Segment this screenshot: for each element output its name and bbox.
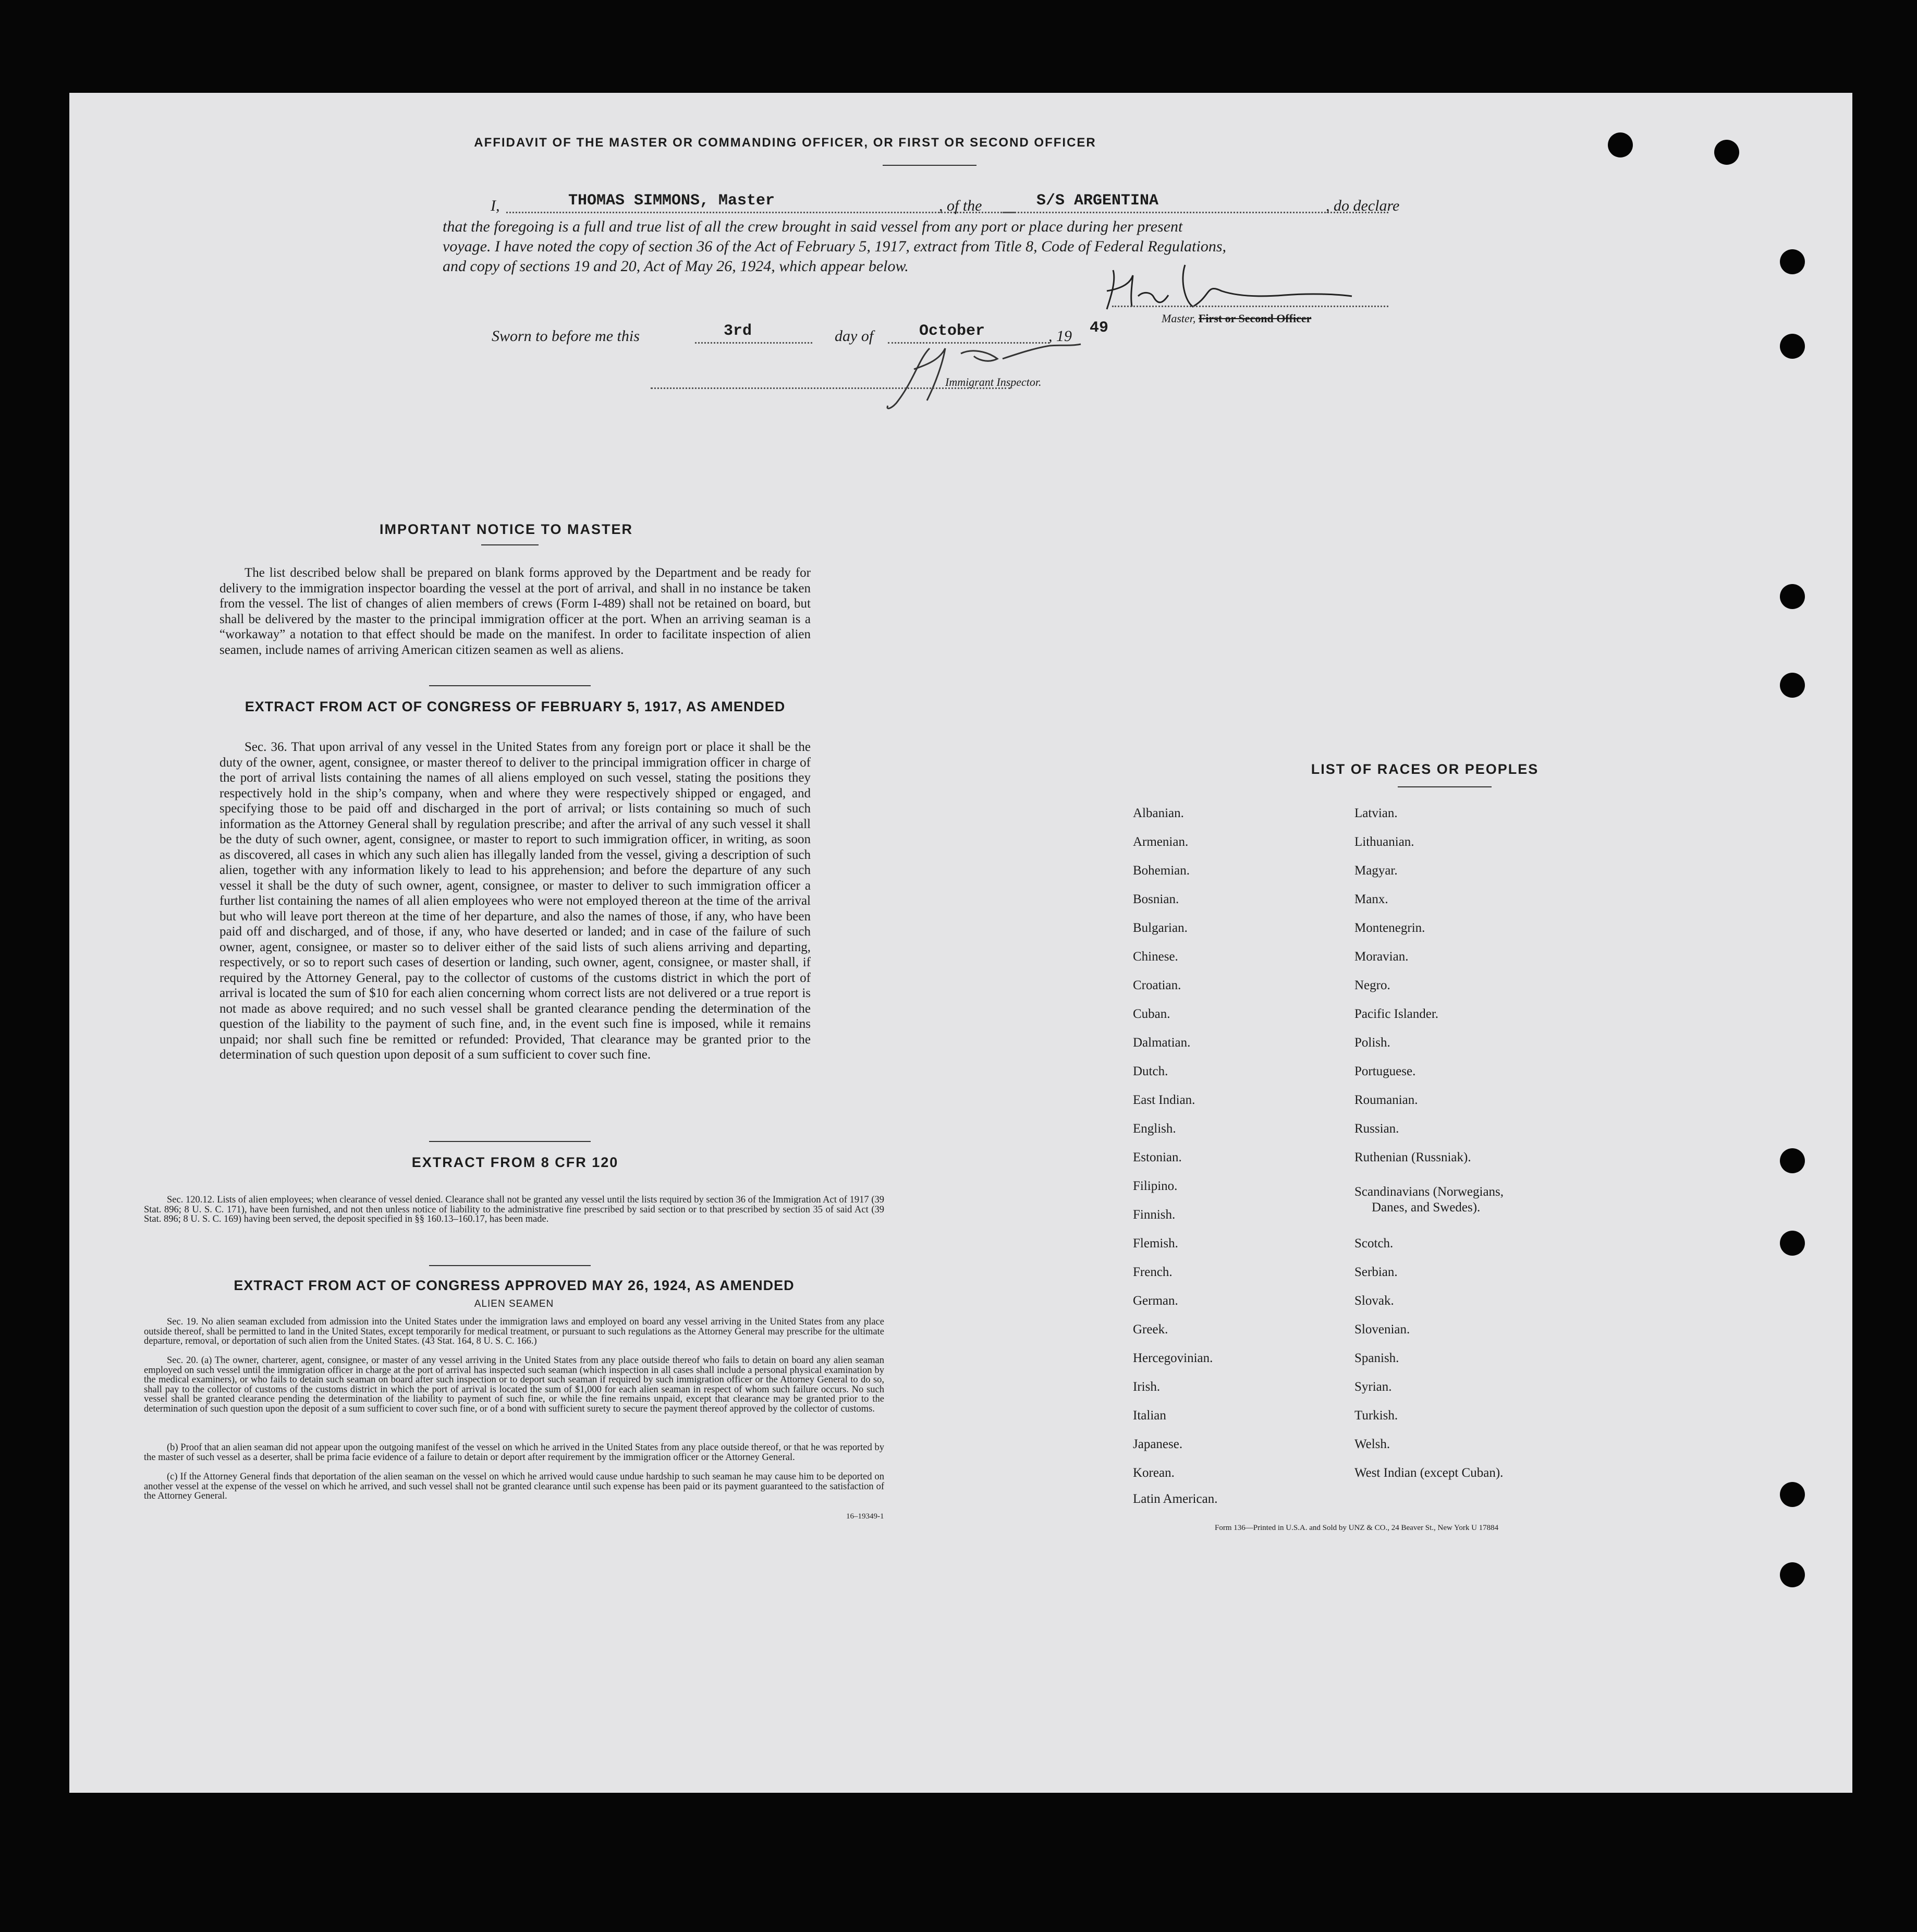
punch-hole [1780, 1231, 1805, 1256]
race-item: Filipino. [1133, 1179, 1178, 1193]
sworn-month: October [919, 322, 985, 340]
officer-name: THOMAS SIMMONS, Master [568, 192, 775, 210]
extract-1924-heading: EXTRACT FROM ACT OF CONGRESS APPROVED MAY 26, 1924, AS AMENDED [234, 1278, 795, 1293]
day-line [695, 342, 812, 344]
extract-1917-heading: EXTRACT FROM ACT OF CONGRESS OF FEBRUARY 5, 1917, AS AMENDED [245, 699, 786, 714]
race-item: Montenegrin. [1354, 921, 1425, 935]
punch-hole [1780, 1148, 1805, 1173]
declaration-line-2: voyage. I have noted the copy of section 36 of the Act of February 5, 1917, extract from Title 8, Code of Federal Regulations, [443, 238, 1227, 255]
extract-1924-sec20a: Sec. 20. (a) The owner, charterer, agent, consignee, or master of any vessel arriving in the United States from any place outside thereof who fails to detain on board any alien seaman employed on such vessel until the immigration officer in charge at the port of arrival has inspected such seaman (which inspection in all cases shall include a personal physical examination by the medical examiners), or who fails to detain such seaman on board after such inspection or to deport such seaman if required by such immigration officer or the Attorney General to do so, shall pay to the collector of customs of the customs district in which the port of arrival is located the sum of $1,000 for each alien seaman in respect of whom such failure occurs. No such vessel shall be granted clearance pending the determination of the liability to payment of such fine, or while the fine remains unpaid, except that clearance may be granted prior to the determination of such question upon the deposit of a sum sufficient to cover such fine, or of a bond with sufficient surety to secure the payment thereof approved by the collector of customs. [144, 1355, 884, 1414]
sworn-prefix: Sworn to before me this [492, 327, 640, 345]
do-declare-text: , do declare [1326, 197, 1400, 214]
race-item: Negro. [1354, 978, 1390, 992]
declaration-line-1: that the foregoing is a full and true list of all the crew brought in said vessel from any port or place during her present [443, 218, 1183, 235]
race-item: Flemish. [1133, 1236, 1178, 1250]
extract-1924-subheading: ALIEN SEAMEN [474, 1298, 554, 1309]
sworn-day: 3rd [724, 322, 752, 340]
race-item: West Indian (except Cuban). [1354, 1466, 1504, 1480]
extract-1924-sec20b: (b) Proof that an alien seaman did not appear upon the outgoing manifest of the vessel on which he arrived in the United States from any place outside thereof, or that he was reported by the master of such vessel as a deserter, shall be prima facie evidence of a failure to detain or deport after requirement by the immigration officer or the Attorney General. [144, 1442, 884, 1463]
race-item: Moravian. [1354, 950, 1409, 964]
race-item: Dutch. [1133, 1064, 1168, 1078]
race-item: Slovenian. [1354, 1322, 1410, 1336]
race-item: Pacific Islander. [1354, 1007, 1439, 1021]
race-item: Korean. [1133, 1466, 1175, 1480]
master-label: Master, First or Second Officer [1162, 312, 1312, 325]
race-item: Greek. [1133, 1322, 1168, 1336]
punch-hole [1780, 1482, 1805, 1507]
title-rule [883, 165, 976, 166]
race-item: Latin American. [1133, 1492, 1218, 1506]
extract-1917-rule [429, 1141, 591, 1142]
extract-cfr-rule [429, 1265, 591, 1266]
race-item: Bulgarian. [1133, 921, 1188, 935]
race-item: Armenian. [1133, 835, 1189, 849]
notice-body: The list described below shall be prepared on blank forms approved by the Department and be ready for delivery to the immigration inspector boarding the vessel at the port of arrival, and shall in no instance be taken from the vessel. The list of changes of alien members of crews (Form I-489) shall not be retained on board, but shall be delivered by the master to the principal immigration officer at the port. When an arriving seaman is a “workaway” a notation to that effect should be made on the manifest. In order to facilitate inspection of alien seamen, include names of arriving American citizen seamen as well as aliens. [219, 566, 811, 657]
race-item: Russian. [1354, 1122, 1399, 1136]
race-item: Turkish. [1354, 1408, 1398, 1423]
punch-hole [1780, 334, 1805, 359]
race-item: Finnish. [1133, 1208, 1176, 1222]
race-item: Portuguese. [1354, 1064, 1416, 1078]
pronoun-i: I, [491, 197, 500, 214]
races-heading: LIST OF RACES OR PEOPLES [1311, 761, 1539, 777]
race-item: Italian [1133, 1408, 1166, 1423]
race-item: Scotch. [1354, 1236, 1394, 1250]
race-item: Japanese. [1133, 1437, 1183, 1451]
race-item: Bosnian. [1133, 892, 1179, 906]
notice-heading: IMPORTANT NOTICE TO MASTER [380, 521, 633, 537]
race-item: Irish. [1133, 1380, 1161, 1394]
punch-hole [1780, 249, 1805, 274]
race-item: East Indian. [1133, 1093, 1195, 1107]
race-item: German. [1133, 1294, 1178, 1308]
extract-cfr-body: Sec. 120.12. Lists of alien employees; when clearance of vessel denied. Clearance shall not be granted any vessel until the lists required by section 36 of the Immigration Act of 1917 (39 Stat. 896; 8 U. S. C. 171), have been furnished, and not then unless notice of liability to the administrative fine prescribed by said section or to that prescribed by section 35 of said Act (39 Stat. 896; 8 U. S. C. 169) having been served, the deposit specified in §§ 160.13–160.17, has been made. [144, 1195, 884, 1224]
race-item: Scandinavians (Norwegians, [1354, 1185, 1504, 1199]
race-item: Spanish. [1354, 1351, 1399, 1365]
race-item: Cuban. [1133, 1007, 1170, 1021]
vessel-name: S/S ARGENTINA [1036, 192, 1159, 210]
race-item: Croatian. [1133, 978, 1181, 992]
struck-officer-text: First or Second Officer [1198, 312, 1312, 325]
races-rule [1398, 786, 1492, 787]
officer-name-line [506, 212, 1015, 213]
race-item: Roumanian. [1354, 1093, 1418, 1107]
race-item: Serbian. [1354, 1265, 1398, 1279]
form-sheet [69, 93, 1852, 1793]
notice-bottom-rule [429, 685, 591, 686]
of-the-text: , of the [939, 197, 982, 214]
master-signature-line [1112, 306, 1388, 307]
race-item: Hercegovinian. [1133, 1351, 1213, 1365]
punch-hole [1780, 584, 1805, 609]
race-item: Ruthenian (Russniak). [1354, 1150, 1471, 1164]
race-item: Dalmatian. [1133, 1036, 1191, 1050]
race-item: Slovak. [1354, 1294, 1394, 1308]
race-item: Syrian. [1354, 1380, 1392, 1394]
race-item: Latvian. [1354, 806, 1398, 820]
extract-1917-body: Sec. 36. That upon arrival of any vessel in the United States from any foreign port or place it shall be the duty of the owner, agent, consignee, or master thereof to deliver to the principal immigration officer in charge of the port of arrival lists containing the names of all aliens employed on such vessel, stating the positions they respectively hold in the ship’s company, when and where they were respectively shipped or engaged, and specifying those to be paid off and discharged in the port of arrival; or lists containing so much of such information as the Attorney General shall by regulation prescribe; and after the arrival of any such vessel it shall be the duty of such owner, agent, consignee, or master to report to such immigration officer, in writing, as soon as discovered, all cases in which any such alien has illegally landed from the vessel, giving a description of such alien, together with any information likely to lead to his apprehension; and before the departure of any such vessel it shall be the duty of such owner, agent, consignee, or master to deliver to such immigration officer a further list containing the names of all alien employees who were not employed thereon at the time of the arrival but who will leave port thereon at the time of her departure, and also the names of those, if any, who have been paid off and discharged, and of those, if any, who have deserted or landed; and in case of the failure of such owner, agent, consignee, or master so to deliver either of the said lists of such aliens arriving and departing, respectively, or so to report such cases of desertion or landing, such owner, agent, consignee, or master shall, if required by the Attorney General, pay to the collector of customs of the customs district in which the port of arrival is located the sum of $10 for each alien concerning whom correct lists are not delivered or a true report is not made as above required; and no such vessel shall be granted clearance pending the determination of the question of the liability to the payment of such fine, and, in the event such fine is imposed, while it remains unpaid; nor shall such fine be remitted or refunded: Provided, That clearance may be granted prior to the determination of such question upon deposit of a sum sufficient to cover such fine. [219, 740, 811, 1062]
inspector-signature [883, 327, 1091, 421]
race-item: Bohemian. [1133, 864, 1190, 878]
year-prefix: , 19 [1048, 327, 1072, 345]
race-item: Estonian. [1133, 1150, 1182, 1164]
notice-rule [481, 544, 539, 545]
master-signature [1102, 260, 1394, 317]
race-item: Polish. [1354, 1036, 1390, 1050]
race-item: Danes, and Swedes). [1372, 1200, 1481, 1214]
extract-1924-sec20c: (c) If the Attorney General finds that deportation of the alien seaman on the vessel on which he arrived would cause undue hardship to such seaman he may cause him to be deported on another vessel at the expense of the vessel on which he arrived, and such vessel shall not be granted clearance until such expense has been paid or its payment guaranteed to the satisfaction of the Attorney General. [144, 1472, 884, 1501]
day-of-text: day of [835, 327, 874, 345]
punch-hole [1780, 673, 1805, 698]
race-item: French. [1133, 1265, 1173, 1279]
punch-hole [1608, 132, 1633, 157]
form-footer: Form 136—Printed in U.S.A. and Sold by UNZ & CO., 24 Beaver St., New York U 17884 [1215, 1524, 1499, 1532]
extract-1924-sec19: Sec. 19. No alien seaman excluded from admission into the United States under the immigration laws and employed on board any vessel arriving in the United States from any place outside thereof, shall be permitted to land in the United States, except temporarily for medical treatment, or pursuant to such regulations as the Attorney General may prescribe for the ultimate departure, removal, or deportation of such alien from the United States. (43 Stat. 164, 8 U. S. C. 166.) [144, 1317, 884, 1346]
punch-hole [1780, 1562, 1805, 1587]
declaration-line-3: and copy of sections 19 and 20, Act of May 26, 1924, which appear below. [443, 258, 909, 275]
race-item: Albanian. [1133, 806, 1184, 820]
race-item: Welsh. [1354, 1437, 1390, 1451]
form-code: 16–19349-1 [846, 1512, 884, 1521]
race-item: English. [1133, 1122, 1176, 1136]
race-item: Lithuanian. [1354, 835, 1414, 849]
year-suffix: 49 [1090, 319, 1109, 337]
race-item: Chinese. [1133, 950, 1178, 964]
race-item: Magyar. [1354, 864, 1398, 878]
inspector-label: Immigrant Inspector. [945, 375, 1042, 388]
extract-cfr-heading: EXTRACT FROM 8 CFR 120 [411, 1155, 619, 1170]
punch-hole [1714, 140, 1739, 165]
affidavit-title: AFFIDAVIT OF THE MASTER OR COMMANDING OFFICER, OR FIRST OR SECOND OFFICER [474, 136, 1096, 150]
race-item: Manx. [1354, 892, 1388, 906]
